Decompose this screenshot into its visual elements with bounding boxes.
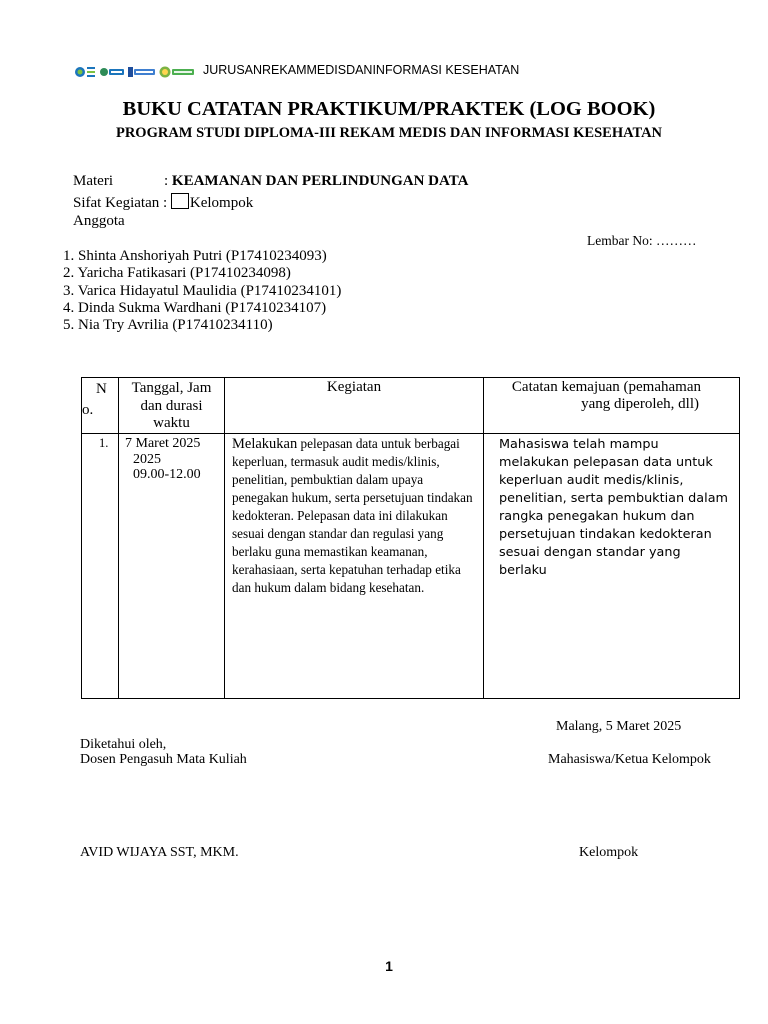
- header-catatan-line1: Catatan kemajuan (pemahaman: [511, 379, 701, 395]
- lecturer-name: AVID WIJAYA SST, MKM.: [80, 845, 239, 860]
- sifat-row: [73, 193, 253, 212]
- cell-kegiatan: [225, 434, 484, 699]
- list-item: 4. Dinda Sukma Wardhani (P17410234107): [63, 299, 327, 316]
- list-item: 2. Yaricha Fatikasari (P17410234098): [63, 265, 291, 282]
- table-row: [82, 434, 740, 699]
- cell-kegiatan-rest: pelepasan data untuk berbagai keperluan, termasuk audit medis/klinis, penelitian, pembuktian dalam upaya penegakan hukum, serta persetujuan tindakan kedokteran. Pelepasan data ini dilakukan sesuai dengan standar dan regulasi yang berlaku guna memastikan keamanan, kerahasiaan, serta kepatuhan terhadap etika dan hukum dalam bidang kesehatan.: [232, 436, 473, 595]
- institution-header: JURUSANREKAMMEDISDANINFORMASI KESEHATAN: [203, 63, 520, 77]
- known-by: Diketahui oleh,: [80, 737, 167, 752]
- document-subtitle: PROGRAM STUDI DIPLOMA-III REKAM MEDIS DAN INFORMASI KESEHATAN: [115, 125, 663, 141]
- cell-kegiatan-first: Melakukan: [232, 436, 298, 452]
- header-kegiatan: Kegiatan: [225, 378, 484, 434]
- kemenkes-logo-icon: [74, 64, 96, 80]
- header-date-line1: Tanggal, Jam: [131, 380, 212, 396]
- list-item: 5. Nia Try Avrilia (P17410234110): [63, 317, 273, 334]
- log-table: [81, 377, 740, 699]
- page-number: 1: [385, 958, 393, 974]
- materi-colon: :: [164, 173, 172, 189]
- cell-date-line2: 2025: [133, 451, 161, 467]
- member-list: [63, 248, 341, 334]
- sifat-option: Kelompok: [189, 195, 254, 211]
- document-title: BUKU CATATAN PRAKTIKUM/PRAKTEK (LOG BOOK): [122, 98, 656, 120]
- list-item: 1. Shinta Anshoriyah Putri (P17410234093): [63, 248, 327, 264]
- anggota-label: Anggota: [73, 213, 125, 229]
- header-logos: [74, 63, 195, 81]
- header-no-line2: o.: [82, 402, 94, 418]
- header-no-line1: N: [96, 381, 107, 397]
- cell-date: [119, 434, 225, 699]
- cell-date-line3: 09.00-12.00: [133, 467, 201, 482]
- student-title: Mahasiswa/Ketua Kelompok: [548, 752, 711, 767]
- cell-date-line1: 7 Maret 2025: [125, 436, 201, 451]
- lecturer-title: Dosen Pengasuh Mata Kuliah: [80, 752, 247, 767]
- header-no: [82, 378, 119, 434]
- blu-logo-icon: [128, 64, 156, 80]
- cell-catatan: Mahasiswa telah mampu melakukan pelepasan data untuk keperluan audit medis/klinis, penelitian, serta pembuktian dalam rangka penegakan hukum dan persetujuan tindakan kedokteran sesuai dengan standar yang berlaku: [484, 434, 740, 699]
- header-catatan: [484, 378, 740, 434]
- kelompok-checkbox[interactable]: [171, 193, 189, 209]
- materi-row: [164, 173, 468, 190]
- header-catatan-line2: yang diperoleh, dll): [581, 396, 699, 412]
- student-name: Kelompok: [579, 845, 639, 860]
- lembar-number: Lembar No: ………: [587, 233, 697, 248]
- place-date: Malang, 5 Maret 2025: [556, 719, 682, 734]
- header-date-line2: dan durasi: [140, 397, 203, 414]
- sifat-label: Sifat Kegiatan :: [73, 195, 171, 211]
- cell-no: 1.: [82, 434, 119, 699]
- germas-logo-icon: [99, 64, 125, 80]
- header-date-line3: waktu: [153, 415, 190, 431]
- header-date: [119, 378, 225, 434]
- poltekkes-logo-icon: [159, 64, 195, 80]
- table-header-row: [82, 378, 740, 434]
- materi-value: KEAMANAN DAN PERLINDUNGAN DATA: [171, 173, 469, 189]
- materi-label: Materi: [73, 173, 113, 189]
- list-item: 3. Varica Hidayatul Maulidia (P17410234101): [63, 282, 342, 299]
